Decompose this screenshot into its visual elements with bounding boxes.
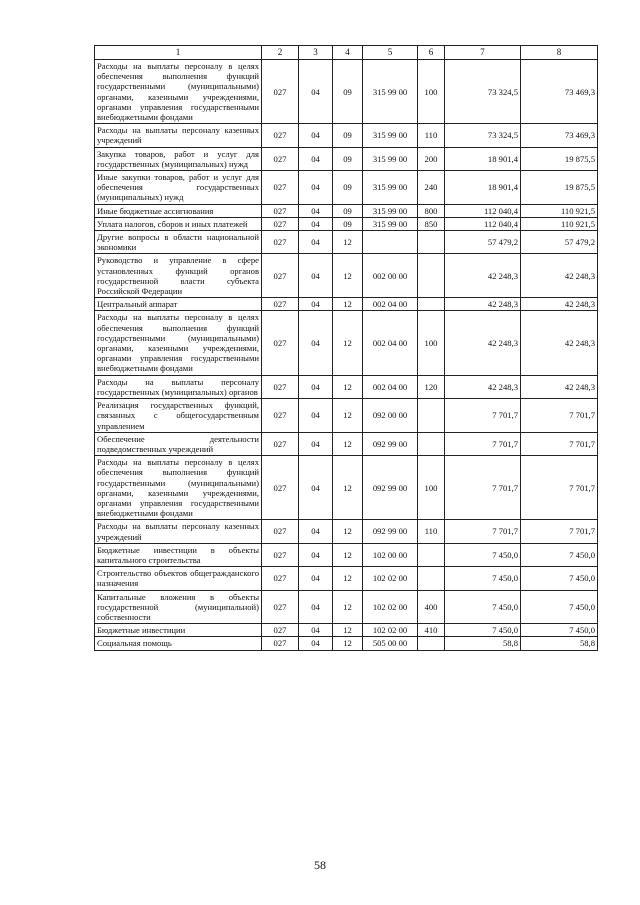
- subsection-code: 12: [333, 311, 363, 375]
- table-row: [95, 543, 598, 566]
- expense-type-code: [418, 567, 445, 590]
- ministry-code: 027: [262, 254, 299, 298]
- amount-year-2: 42 248,3: [521, 254, 598, 298]
- column-header: 8: [521, 46, 598, 60]
- section-code: 04: [299, 124, 333, 147]
- expense-type-code: 400: [418, 590, 445, 624]
- section-code: 04: [299, 520, 333, 543]
- row-name: Другие вопросы в области национальной экономики: [95, 231, 262, 254]
- ministry-code: 027: [262, 590, 299, 624]
- target-article-code: 092 00 00: [363, 399, 418, 433]
- subsection-code: 12: [333, 231, 363, 254]
- subsection-code: 09: [333, 60, 363, 124]
- amount-year-2: 19 875,5: [521, 147, 598, 170]
- section-code: 04: [299, 543, 333, 566]
- target-article-code: 002 00 00: [363, 254, 418, 298]
- amount-year-1: 73 324,5: [445, 124, 521, 147]
- table-row: [95, 637, 598, 650]
- row-name: Иные закупки товаров, работ и услуг для обеспечения государственных (муниципальных) нужд: [95, 171, 262, 205]
- ministry-code: 027: [262, 217, 299, 230]
- column-header: 7: [445, 46, 521, 60]
- section-code: 04: [299, 375, 333, 398]
- target-article-code: 092 99 00: [363, 520, 418, 543]
- amount-year-2: 110 921,5: [521, 204, 598, 217]
- amount-year-2: 7 450,0: [521, 624, 598, 637]
- amount-year-1: 7 701,7: [445, 399, 521, 433]
- table-row: [95, 520, 598, 543]
- ministry-code: 027: [262, 567, 299, 590]
- target-article-code: 315 99 00: [363, 147, 418, 170]
- table-row: [95, 298, 598, 311]
- amount-year-1: 7 701,7: [445, 432, 521, 455]
- amount-year-1: 112 040,4: [445, 204, 521, 217]
- ministry-code: 027: [262, 60, 299, 124]
- ministry-code: 027: [262, 204, 299, 217]
- amount-year-1: 73 324,5: [445, 60, 521, 124]
- subsection-code: 12: [333, 298, 363, 311]
- column-header: 1: [95, 46, 262, 60]
- table-row: [95, 60, 598, 124]
- column-header: 5: [363, 46, 418, 60]
- amount-year-2: 7 450,0: [521, 567, 598, 590]
- subsection-code: 09: [333, 124, 363, 147]
- amount-year-1: 42 248,3: [445, 298, 521, 311]
- row-name: Обеспечение деятельности подведомственных учреждений: [95, 432, 262, 455]
- section-code: 04: [299, 567, 333, 590]
- target-article-code: 092 99 00: [363, 456, 418, 520]
- expense-type-code: 800: [418, 204, 445, 217]
- amount-year-2: 58,8: [521, 637, 598, 650]
- row-name: Расходы на выплаты персоналу в целях обеспечения выполнения функций государственными (муниципальными) органами, казенными учреждениями, органами управления государственными внебюджетными фондами: [95, 456, 262, 520]
- target-article-code: 102 02 00: [363, 624, 418, 637]
- table-row: [95, 311, 598, 375]
- amount-year-1: 58,8: [445, 637, 521, 650]
- page-number: 58: [314, 858, 326, 872]
- subsection-code: 09: [333, 204, 363, 217]
- table-row: [95, 254, 598, 298]
- table-row: [95, 375, 598, 398]
- ministry-code: 027: [262, 637, 299, 650]
- section-code: 04: [299, 432, 333, 455]
- subsection-code: 12: [333, 432, 363, 455]
- expense-type-code: 110: [418, 124, 445, 147]
- column-header: 6: [418, 46, 445, 60]
- section-code: 04: [299, 171, 333, 205]
- table-row: [95, 124, 598, 147]
- table-row: [95, 624, 598, 637]
- row-name: Руководство и управление в сфере установленных функций органов государственной власти субъекта Российской Федерации: [95, 254, 262, 298]
- expense-type-code: [418, 637, 445, 650]
- subsection-code: 09: [333, 217, 363, 230]
- subsection-code: 12: [333, 456, 363, 520]
- section-code: 04: [299, 231, 333, 254]
- section-code: 04: [299, 60, 333, 124]
- expense-type-code: 850: [418, 217, 445, 230]
- expense-type-code: 110: [418, 520, 445, 543]
- amount-year-2: 42 248,3: [521, 375, 598, 398]
- ministry-code: 027: [262, 399, 299, 433]
- row-name: Бюджетные инвестиции: [95, 624, 262, 637]
- expense-type-code: 240: [418, 171, 445, 205]
- ministry-code: 027: [262, 456, 299, 520]
- section-code: 04: [299, 147, 333, 170]
- target-article-code: 315 99 00: [363, 124, 418, 147]
- subsection-code: 12: [333, 624, 363, 637]
- expense-type-code: 120: [418, 375, 445, 398]
- section-code: 04: [299, 456, 333, 520]
- ministry-code: 027: [262, 147, 299, 170]
- target-article-code: 315 99 00: [363, 60, 418, 124]
- subsection-code: 12: [333, 254, 363, 298]
- row-name: Расходы на выплаты персоналу в целях обеспечения выполнения функций государственными (муниципальными) органами, казенными учреждениями, органами управления государственными внебюджетными фондами: [95, 60, 262, 124]
- table-row: [95, 456, 598, 520]
- ministry-code: 027: [262, 231, 299, 254]
- ministry-code: 027: [262, 432, 299, 455]
- amount-year-2: 73 469,3: [521, 124, 598, 147]
- target-article-code: 315 99 00: [363, 217, 418, 230]
- expense-type-code: [418, 543, 445, 566]
- expense-type-code: 100: [418, 60, 445, 124]
- subsection-code: 12: [333, 590, 363, 624]
- table-row: [95, 171, 598, 205]
- row-name: Бюджетные инвестиции в объекты капитального строительства: [95, 543, 262, 566]
- section-code: 04: [299, 399, 333, 433]
- target-article-code: 315 99 00: [363, 171, 418, 205]
- expense-type-code: [418, 399, 445, 433]
- ministry-code: 027: [262, 375, 299, 398]
- section-code: 04: [299, 254, 333, 298]
- row-name: Уплата налогов, сборов и иных платежей: [95, 217, 262, 230]
- column-header: 2: [262, 46, 299, 60]
- ministry-code: 027: [262, 298, 299, 311]
- section-code: 04: [299, 204, 333, 217]
- table-header-row: [95, 46, 598, 60]
- amount-year-1: 57 479,2: [445, 231, 521, 254]
- expense-type-code: 200: [418, 147, 445, 170]
- expense-type-code: [418, 432, 445, 455]
- amount-year-2: 7 701,7: [521, 520, 598, 543]
- amount-year-1: 42 248,3: [445, 375, 521, 398]
- table-row: [95, 204, 598, 217]
- amount-year-1: 7 701,7: [445, 456, 521, 520]
- section-code: 04: [299, 637, 333, 650]
- subsection-code: 09: [333, 171, 363, 205]
- amount-year-2: 7 450,0: [521, 590, 598, 624]
- ministry-code: 027: [262, 124, 299, 147]
- row-name: Социальная помощь: [95, 637, 262, 650]
- target-article-code: 315 99 00: [363, 204, 418, 217]
- subsection-code: 12: [333, 399, 363, 433]
- section-code: 04: [299, 311, 333, 375]
- table-row: [95, 567, 598, 590]
- row-name: Капитальные вложения в объекты государственной (муниципальной) собственности: [95, 590, 262, 624]
- budget-table: [94, 45, 598, 651]
- section-code: 04: [299, 217, 333, 230]
- subsection-code: 09: [333, 147, 363, 170]
- amount-year-1: 7 450,0: [445, 567, 521, 590]
- row-name: Расходы на выплаты персоналу казенных учреждений: [95, 124, 262, 147]
- amount-year-2: 42 248,3: [521, 298, 598, 311]
- amount-year-2: 7 701,7: [521, 456, 598, 520]
- column-header: 4: [333, 46, 363, 60]
- subsection-code: 12: [333, 520, 363, 543]
- section-code: 04: [299, 590, 333, 624]
- amount-year-2: 19 875,5: [521, 171, 598, 205]
- expense-type-code: [418, 231, 445, 254]
- table-row: [95, 399, 598, 433]
- subsection-code: 12: [333, 567, 363, 590]
- section-code: 04: [299, 298, 333, 311]
- amount-year-2: 7 701,7: [521, 432, 598, 455]
- amount-year-1: 18 901,4: [445, 147, 521, 170]
- table-row: [95, 217, 598, 230]
- ministry-code: 027: [262, 171, 299, 205]
- section-code: 04: [299, 624, 333, 637]
- target-article-code: 002 04 00: [363, 375, 418, 398]
- amount-year-2: 7 450,0: [521, 543, 598, 566]
- target-article-code: 002 04 00: [363, 298, 418, 311]
- amount-year-1: 42 248,3: [445, 311, 521, 375]
- amount-year-1: 7 450,0: [445, 543, 521, 566]
- table-row: [95, 432, 598, 455]
- subsection-code: 12: [333, 543, 363, 566]
- row-name: Иные бюджетные ассигнования: [95, 204, 262, 217]
- target-article-code: 102 02 00: [363, 590, 418, 624]
- row-name: Расходы на выплаты персоналу государственных (муниципальных) органов: [95, 375, 262, 398]
- expense-type-code: [418, 254, 445, 298]
- target-article-code: 102 00 00: [363, 543, 418, 566]
- row-name: Закупка товаров, работ и услуг для государственных (муниципальных) нужд: [95, 147, 262, 170]
- row-name: Реализация государственных функций, связанных с общегосударственным управлением: [95, 399, 262, 433]
- target-article-code: 092 99 00: [363, 432, 418, 455]
- amount-year-2: 42 248,3: [521, 311, 598, 375]
- expense-type-code: 100: [418, 311, 445, 375]
- ministry-code: 027: [262, 624, 299, 637]
- row-name: Расходы на выплаты персоналу в целях обеспечения выполнения функций государственными (муниципальными) органами, казенными учреждениями, органами управления государственными внебюджетными фондами: [95, 311, 262, 375]
- row-name: Центральный аппарат: [95, 298, 262, 311]
- ministry-code: 027: [262, 520, 299, 543]
- table-row: [95, 231, 598, 254]
- amount-year-1: 42 248,3: [445, 254, 521, 298]
- amount-year-1: 7 701,7: [445, 520, 521, 543]
- target-article-code: 002 04 00: [363, 311, 418, 375]
- row-name: Расходы на выплаты персоналу казенных учреждений: [95, 520, 262, 543]
- table-row: [95, 590, 598, 624]
- expense-type-code: [418, 298, 445, 311]
- target-article-code: 505 00 00: [363, 637, 418, 650]
- ministry-code: 027: [262, 543, 299, 566]
- target-article-code: [363, 231, 418, 254]
- ministry-code: 027: [262, 311, 299, 375]
- expense-type-code: 410: [418, 624, 445, 637]
- amount-year-2: 57 479,2: [521, 231, 598, 254]
- expense-type-code: 100: [418, 456, 445, 520]
- amount-year-2: 73 469,3: [521, 60, 598, 124]
- amount-year-1: 7 450,0: [445, 624, 521, 637]
- subsection-code: 12: [333, 375, 363, 398]
- amount-year-2: 110 921,5: [521, 217, 598, 230]
- amount-year-2: 7 701,7: [521, 399, 598, 433]
- subsection-code: 12: [333, 637, 363, 650]
- target-article-code: 102 02 00: [363, 567, 418, 590]
- amount-year-1: 7 450,0: [445, 590, 521, 624]
- amount-year-1: 112 040,4: [445, 217, 521, 230]
- column-header: 3: [299, 46, 333, 60]
- row-name: Строительство объектов общегражданского назначения: [95, 567, 262, 590]
- table-row: [95, 147, 598, 170]
- amount-year-1: 18 901,4: [445, 171, 521, 205]
